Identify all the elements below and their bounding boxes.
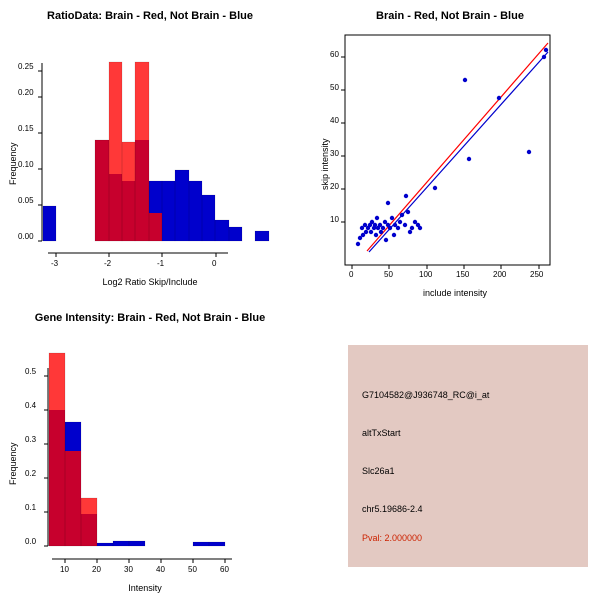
hist-ratio-plot [0,0,300,300]
scatter-xtick-0: 0 [349,270,354,279]
hist-ratio-title: RatioData: Brain - Red, Not Brain - Blue [47,10,253,22]
scatter-xtick-4: 200 [493,270,507,279]
hist-gene-xtick-2: 30 [124,565,133,574]
hist-ratio-xtick-1: -2 [104,259,112,268]
info-event-type: altTxStart [362,428,401,438]
info-pval: Pval: 2.000000 [362,533,423,543]
scatter-ytick-1: 20 [330,182,339,191]
hist-ratio-ytick-0: 0.00 [18,232,34,241]
hist-gene-ytick-0: 0.0 [25,537,37,546]
hist-ratio-xtick-3: 0 [212,259,217,268]
scatter-xtick-5: 250 [530,270,544,279]
hist-gene-ytick-5: 0.5 [25,367,37,376]
hist-gene-ytick-2: 0.2 [25,469,37,478]
hist-gene-plot [0,300,300,600]
hist-gene-xtick-5: 60 [220,565,229,574]
info-locus: chr5.19686-2.4 [362,504,423,514]
hist-gene-ytick-1: 0.1 [25,503,37,512]
scatter-title: Brain - Red, Not Brain - Blue [376,10,524,22]
scatter-fit-blue [369,52,548,252]
info-probeset-id: G7104582@J936748_RC@i_at [362,390,490,400]
hist-ratio-ytick-4: 0.20 [18,88,34,97]
hist-gene-ytick-3: 0.3 [25,435,37,444]
scatter-ytick-2: 30 [330,149,339,158]
hist-gene-xtick-3: 40 [156,565,165,574]
scatter-ytick-0: 10 [330,215,339,224]
hist-ratio-xtick-2: -1 [157,259,165,268]
scatter-ytick-5: 60 [330,50,339,59]
hist-gene-title: Gene Intensity: Brain - Red, Not Brain - Blue [34,312,266,324]
hist-gene-ylabel: Frequency [8,442,18,485]
panel-scatter [300,0,600,300]
hist-ratio-bars-red [95,62,162,241]
scatter-points [356,48,548,246]
panel-hist-gene [0,300,300,600]
hist-ratio-ytick-3: 0.15 [18,124,34,133]
scatter-xlabel: include intensity [422,288,488,298]
scatter-xtick-3: 150 [456,270,470,279]
scatter-ytick-4: 50 [330,83,339,92]
hist-ratio-ytick-2: 0.10 [18,160,34,169]
info-gene-symbol: Slc26a1 [362,466,395,476]
hist-ratio-ylabel: Frequency [8,142,18,185]
hist-ratio-xtick-0: -3 [51,259,59,268]
scatter-ytick-3: 40 [330,116,339,125]
hist-gene-xtick-0: 10 [60,565,69,574]
hist-gene-xtick-4: 50 [188,565,197,574]
scatter-ylabel: skip intensity [320,138,330,190]
hist-gene-xtick-1: 20 [92,565,101,574]
hist-ratio-xlabel: Log2 Ratio Skip/Include [102,277,198,287]
scatter-fit-red [367,43,548,251]
panel-info [300,300,600,600]
scatter-plot [300,0,600,300]
hist-ratio-ytick-5: 0.25 [18,62,34,71]
panel-hist-ratio [0,0,300,300]
hist-gene-xlabel: Intensity [128,583,162,593]
hist-ratio-ytick-1: 0.05 [18,196,34,205]
scatter-xtick-1: 50 [384,270,393,279]
scatter-xtick-2: 100 [419,270,433,279]
hist-gene-ytick-4: 0.4 [25,401,37,410]
